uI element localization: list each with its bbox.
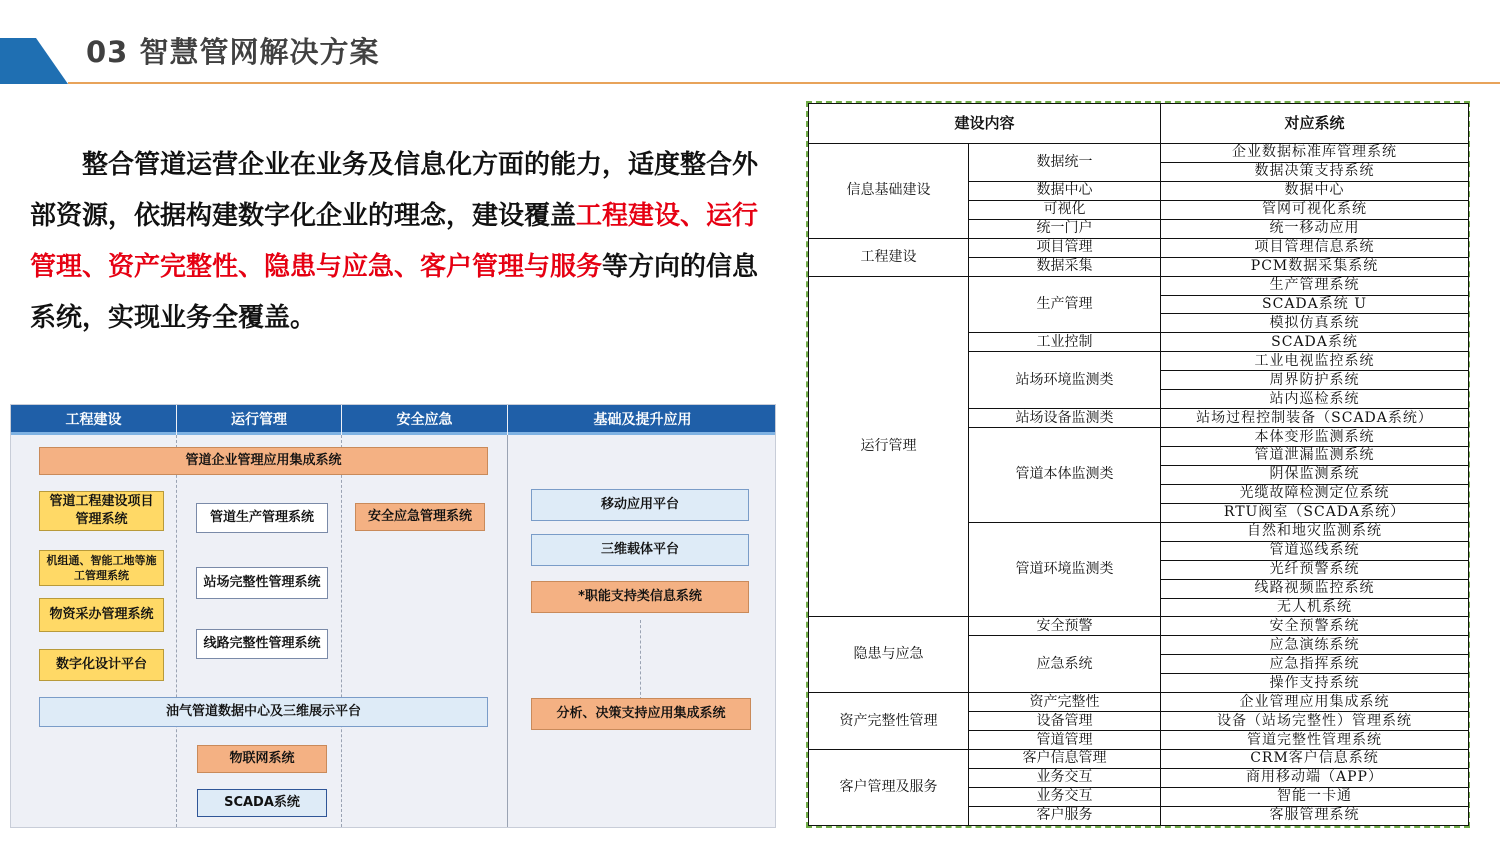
subcategory-cell: 项目管理 (969, 238, 1161, 257)
intro-text-2: 等方向的信息系统，实现业务全覆盖。 (30, 252, 759, 333)
system-table (808, 103, 1469, 826)
subcategory-cell: 客户信息管理 (969, 750, 1161, 769)
system-cell: 管道泄漏监测系统 (1161, 447, 1469, 466)
subcategory-cell: 生产管理 (969, 276, 1161, 333)
system-cell: SCADA系统 (1161, 333, 1469, 352)
system-cell: 操作支持系统 (1161, 674, 1469, 693)
system-cell: 站内巡检系统 (1161, 390, 1469, 409)
operation-system-box: 站场完整性管理系统 (196, 567, 328, 599)
system-cell: 数据决策支持系统 (1161, 162, 1469, 181)
system-cell: 站场过程控制装备（SCADA系统） (1161, 409, 1469, 428)
system-cell: 模拟仿真系统 (1161, 314, 1469, 333)
system-table-frame (806, 101, 1470, 828)
operation-system-box: 线路完整性管理系统 (196, 629, 328, 659)
arch-header-operation: 运行管理 (177, 405, 341, 435)
system-cell: 光纤预警系统 (1161, 560, 1469, 579)
intro-text-1: 整合管道运营企业在业务及信息化方面的能力，适度整合外部资源，依据构建数字化企业的理念，建设覆盖 (30, 150, 759, 231)
construction-system-box: 机组通、智能工地等施工管理系统 (39, 550, 164, 586)
system-cell: 项目管理信息系统 (1161, 238, 1469, 257)
system-cell: 应急指挥系统 (1161, 655, 1469, 674)
subcategory-cell: 客户服务 (969, 806, 1161, 825)
system-cell: 统一移动应用 (1161, 219, 1469, 238)
system-cell: 自然和地灾监测系统 (1161, 522, 1469, 541)
subcategory-cell: 安全预警 (969, 617, 1161, 636)
subcategory-cell: 站场环境监测类 (969, 352, 1161, 409)
platform-box: 移动应用平台 (531, 489, 749, 521)
arch-column-divider (341, 435, 342, 827)
system-cell: 管网可视化系统 (1161, 200, 1469, 219)
table-header-row (809, 104, 1469, 144)
header-divider (68, 82, 1500, 84)
system-cell: 设备（站场完整性）管理系统 (1161, 712, 1469, 731)
subcategory-cell: 工业控制 (969, 333, 1161, 352)
system-cell: 智能一卡通 (1161, 787, 1469, 806)
category-cell: 资产完整性管理 (809, 693, 969, 750)
scada-system-box: SCADA系统 (197, 789, 327, 817)
platform-box: *职能支持类信息系统 (531, 581, 749, 613)
architecture-diagram (10, 404, 776, 828)
system-cell: 阴保监测系统 (1161, 465, 1469, 484)
subcategory-cell: 可视化 (969, 200, 1161, 219)
system-cell: 客服管理系统 (1161, 806, 1469, 825)
subcategory-cell: 数据采集 (969, 257, 1161, 276)
category-cell: 隐患与应急 (809, 617, 969, 693)
system-cell: RTU阀室（SCADA系统） (1161, 503, 1469, 522)
system-cell: 管道完整性管理系统 (1161, 731, 1469, 750)
system-cell: CRM客户信息系统 (1161, 750, 1469, 769)
analysis-system-box: 分析、决策支持应用集成系统 (531, 698, 751, 730)
subcategory-cell: 业务交互 (969, 768, 1161, 787)
subcategory-cell: 统一门户 (969, 219, 1161, 238)
operation-system-box: 管道生产管理系统 (196, 503, 328, 533)
system-cell: 光缆故障检测定位系统 (1161, 484, 1469, 503)
system-cell: 线路视频监控系统 (1161, 579, 1469, 598)
subcategory-cell: 管道管理 (969, 731, 1161, 750)
table-row (809, 144, 1469, 163)
subcategory-cell: 资产完整性 (969, 693, 1161, 712)
arch-column-divider (507, 435, 508, 827)
intro-paragraph (30, 140, 770, 344)
integration-system-box: 管道企业管理应用集成系统 (39, 447, 488, 475)
subcategory-cell: 业务交互 (969, 787, 1161, 806)
arch-column-divider (176, 435, 177, 827)
system-cell: 管道巡线系统 (1161, 541, 1469, 560)
category-cell: 信息基础建设 (809, 144, 969, 239)
page-title: 03 智慧管网解决方案 (86, 35, 380, 69)
table-row (809, 238, 1469, 257)
header-accent-shape (0, 38, 68, 84)
iot-system-box: 物联网系统 (197, 745, 327, 773)
table-row (809, 276, 1469, 295)
subcategory-cell: 管道环境监测类 (969, 522, 1161, 617)
data-center-box: 油气管道数据中心及三维展示平台 (39, 697, 488, 727)
system-cell: PCM数据采集系统 (1161, 257, 1469, 276)
platform-box: 三维载体平台 (531, 534, 749, 566)
subcategory-cell: 站场设备监测类 (969, 409, 1161, 428)
category-cell: 运行管理 (809, 276, 969, 617)
subcategory-cell: 管道本体监测类 (969, 428, 1161, 523)
subcategory-cell: 应急系统 (969, 636, 1161, 693)
system-cell: 企业管理应用集成系统 (1161, 693, 1469, 712)
safety-system-box: 安全应急管理系统 (355, 503, 485, 531)
arch-header-safety: 安全应急 (342, 405, 507, 435)
construction-system-box: 管道工程建设项目管理系统 (39, 491, 164, 531)
system-cell: 周界防护系统 (1161, 371, 1469, 390)
construction-system-box: 数字化设计平台 (39, 649, 164, 681)
intro-highlight: 工程建设、运行管理、资产完整性、隐患与应急、客户管理与服务 (30, 201, 759, 282)
table-row (809, 750, 1469, 769)
system-cell: 应急演练系统 (1161, 636, 1469, 655)
system-cell: 安全预警系统 (1161, 617, 1469, 636)
construction-system-box: 物资采办管理系统 (39, 598, 164, 632)
system-cell: 无人机系统 (1161, 598, 1469, 617)
subcategory-cell: 数据统一 (969, 144, 1161, 182)
category-cell: 客户管理及服务 (809, 750, 969, 826)
system-cell: 工业电视监控系统 (1161, 352, 1469, 371)
arch-header-construction: 工程建设 (11, 405, 176, 435)
system-cell: 数据中心 (1161, 181, 1469, 200)
category-cell: 工程建设 (809, 238, 969, 276)
arch-header-platform: 基础及提升应用 (508, 405, 776, 435)
continuation-dots (640, 620, 641, 700)
table-row (809, 617, 1469, 636)
table-header-content: 建设内容 (809, 104, 1161, 144)
system-cell: 商用移动端（APP） (1161, 768, 1469, 787)
table-row (809, 693, 1469, 712)
system-cell: SCADA系统 U (1161, 295, 1469, 314)
table-header-system: 对应系统 (1161, 104, 1469, 144)
system-cell: 生产管理系统 (1161, 276, 1469, 295)
system-cell: 本体变形监测系统 (1161, 428, 1469, 447)
subcategory-cell: 设备管理 (969, 712, 1161, 731)
system-cell: 企业数据标准库管理系统 (1161, 144, 1469, 163)
subcategory-cell: 数据中心 (969, 181, 1161, 200)
